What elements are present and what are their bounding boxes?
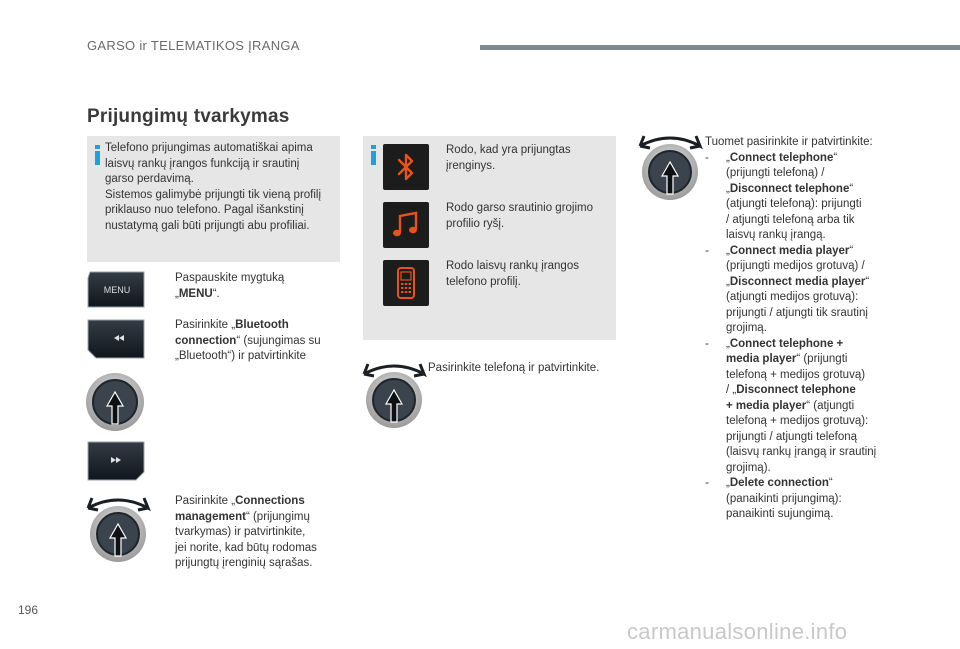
connection-option: - „Connect media player“ (prijungti medijos grotuvą) / „Disconnect media player“ (atjungti medijos grotuvą): prijungti / atjungti tik srautinį grojimą. xyxy=(705,244,870,334)
menu-key-label: MENU xyxy=(103,285,131,295)
watermark: carmanualsonline.info xyxy=(627,619,848,644)
info-icon xyxy=(93,145,103,165)
knob-rotate-press-icon xyxy=(360,360,428,432)
info-box-text: Telefono prijungimas automatiškai apima laisvų rankų įrangos funkciją ir srautinį garso perdavimą. Sistemos galimybė prijungti tik vieną profilį priklauso nuo telefono. Pagal išankstinį nustatymą gali būti prijungti abu profiliai. xyxy=(105,142,322,232)
knob-rotate-press-icon xyxy=(636,132,704,204)
phone-profile-description: Rodo laisvų rankų įrangos telefono profilį. xyxy=(446,260,579,288)
next-key-image xyxy=(86,440,147,482)
options-intro: Tuomet pasirinkite ir patvirtinkite: xyxy=(705,136,873,148)
info-box-connection-note xyxy=(87,136,340,262)
mobile-phone-icon xyxy=(383,260,429,306)
dash-marker: - xyxy=(705,337,709,350)
dash-marker: - xyxy=(705,151,709,164)
page-number: 196 xyxy=(18,603,39,617)
music-description: Rodo garso srautinio grojimo profilio ryšį. xyxy=(446,202,594,230)
bluetooth-icon xyxy=(383,144,429,190)
info-icon xyxy=(369,145,379,165)
dash-marker: - xyxy=(705,477,709,489)
connection-options-list xyxy=(705,151,905,523)
knob-rotate-press-icon xyxy=(84,494,152,566)
right-column-text xyxy=(705,135,905,523)
knob-press-icon xyxy=(84,372,146,436)
menu-key-image xyxy=(86,270,147,309)
bluetooth-description: Rodo, kad yra prijungtas įrenginys. xyxy=(446,144,571,172)
music-note-icon xyxy=(383,202,429,248)
section-title: Prijungimų tvarkymas xyxy=(87,106,290,127)
step-bluetooth-text: Pasirinkite „Bluetooth connection“ (sujungimas su „Bluetooth“) ir patvirtinkite xyxy=(175,319,321,362)
info-box-status-icons xyxy=(363,136,616,340)
previous-key-image xyxy=(86,318,147,360)
connection-option: - „Connect telephone“ (prijungti telefoną) / „Disconnect telephone“ (atjungti telefoną): prijungti / atjungti telefoną arba tik laisvų rankų įrangą. xyxy=(705,151,862,241)
connection-option: - „Connect telephone + media player“ (prijungti telefoną + medijos grotuvą) / „Disconnect telephone + media player“ (atjungti telefoną + medijos grotuvą): prijungti / atjungti telefoną (laisvų rankų įrangą ir srautinį grojimą). xyxy=(705,337,877,474)
dash-marker: - xyxy=(705,244,709,257)
running-header: GARSO ir TELEMATIKOS ĮRANGA xyxy=(87,38,300,53)
header-rule xyxy=(480,45,960,50)
connection-option: - „Delete connection“ (panaikinti prijungimą): panaikinti sujungimą. xyxy=(705,477,842,520)
step-connections-text: Pasirinkite „Connections management“ (prijungimų tvarkymas) ir patvirtinkite, jei norite, kad būtų rodomas prijungtų įrenginių sąrašas. xyxy=(175,495,317,569)
step-menu-text: Paspauskite mygtuką „MENU“. xyxy=(175,272,285,300)
step-select-phone-text: Pasirinkite telefoną ir patvirtinkite. xyxy=(428,362,600,374)
